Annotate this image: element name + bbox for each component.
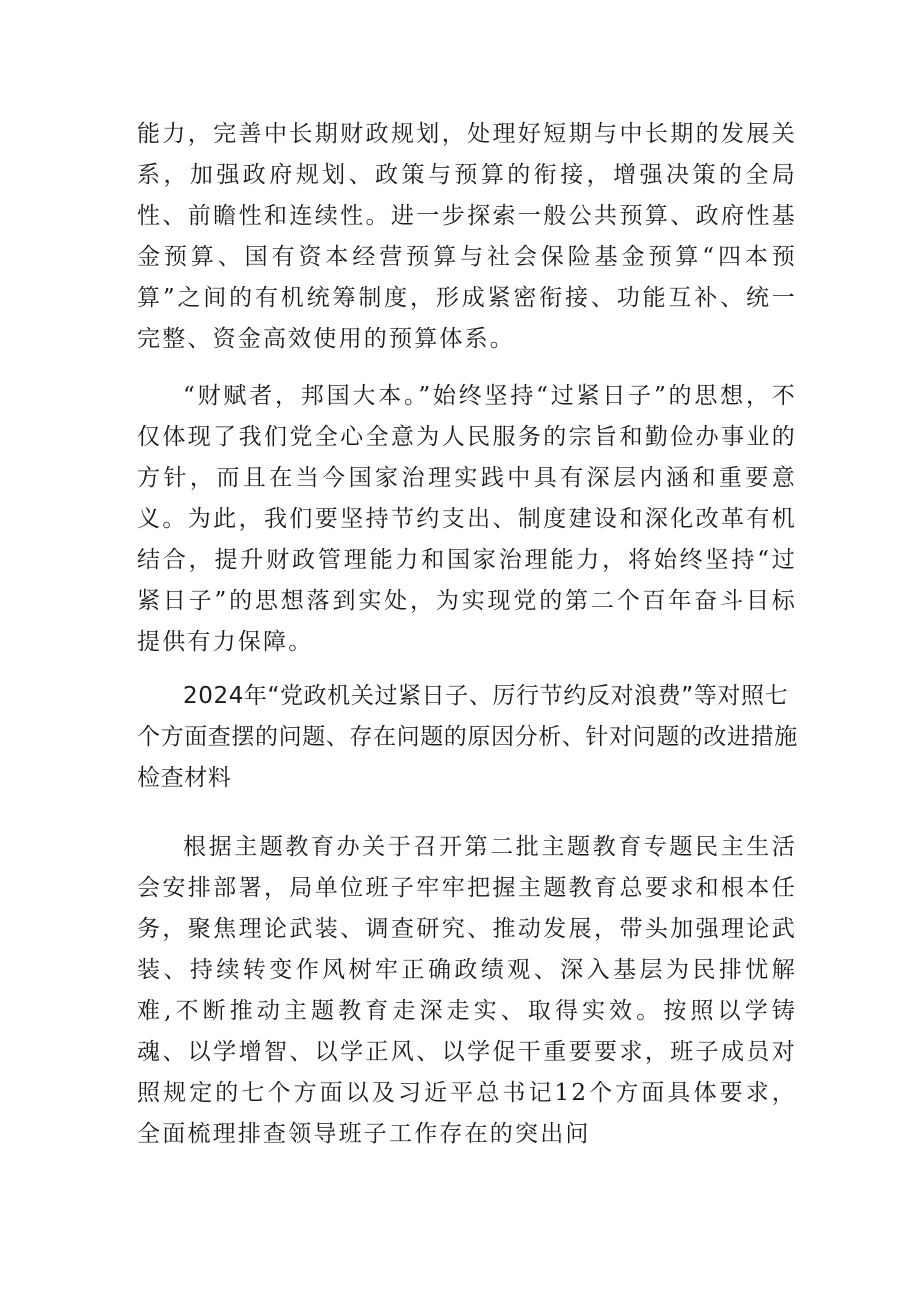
body-paragraph-budget-planning: 能力，完善中长期财政规划，处理好短期与中长期的发展关系，加强政府规划、政策与预算的衔接，增强决策的全局性、前瞻性和连续性。进一步探索一般公共预算、政府性基金预算、国有资本经营预算与社会保险基金预算“四本预算”之间的有机统筹制度，形成紧密衔接、功能互补、统一完整、资金高效使用的预算体系。 (137, 121, 797, 352)
body-paragraph-theme-education: 根据主题教育办关于召开第二批主题教育专题民主生活会安排部署，局单位班子牢牢把握主题教育总要求和根本任务，聚焦理论武装、调查研究、推动发展，带头加强理论武装、持续转变作风树牢正确政绩观、深入基层为民排忧解难,不断推动主题教育走深走实、取得实效。按照以学铸魂、以学增智、以学正风、以学促干重要要求，班子成员对照规定的七个方面以及习近平总书记12个方面具体要求，全面梳理排查领导班子工作存在的突出问 (137, 834, 797, 1147)
body-paragraph-frugality: “财赋者，邦国大本。”始终坚持“过紧日子”的思想，不仅体现了我们党全心全意为人民服务的宗旨和勤俭办事业的方针，而且在当今国家治理实践中具有深层内涵和重要意义。为此，我们要坚持节约支出、制度建设和深化改革有机结合，提升财政管理能力和国家治理能力，将始终坚持“过紧日子”的思想落到实处，为实现党的第二个百年奋斗目标提供有力保障。 (137, 383, 797, 655)
section-heading: 2024年“党政机关过紧日子、厉行节约反对浪费”等对照七个方面查摆的问题、存在问题的原因分析、针对问题的改进措施检查材料 (137, 683, 798, 791)
